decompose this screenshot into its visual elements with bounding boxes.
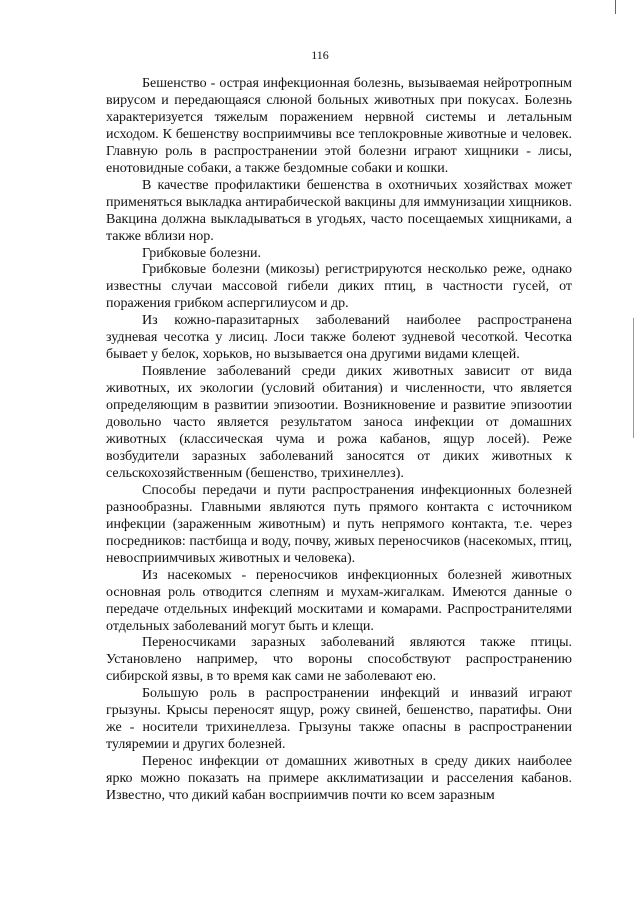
paragraph-disease-emergence: Появление заболеваний среди диких животных зависит от вида животных, их экологии (условий обитания) и численности, что является определяющим в развитии эпизоотии. Возникновение и развитие эпизоотии довольно часто является результатом заноса инфекции от домашних животных (классическая чума и рожа кабанов, ящур лосей). Реже возбудители заразных заболеваний заносятся от диких животных к сельскохозяйственным (бешенство, трихинеллез). xyxy=(106,364,572,481)
paragraph-rodents: Большую роль в распространении инфекций и инвазий играют грызуны. Крысы переносят ящур, рожу свиней, бешенство, паратифы. Они же - носители трихинеллеза. Грызуны также опасны в распространении туляремии и других болезней. xyxy=(106,686,572,753)
page-number: 116 xyxy=(311,48,329,62)
scan-edge-mark xyxy=(615,0,616,14)
section-heading-fungal: Грибковые болезни. xyxy=(142,245,261,261)
document-body xyxy=(106,76,572,805)
paragraph-birds: Переносчиками заразных заболеваний являются также птицы. Установлено например, что вороны способствуют распространению сибирской язвы, в то время как сами не заболевают ею. xyxy=(106,635,572,685)
paragraph-insects: Из насекомых - переносчиков инфекционных болезней животных основная роль отводится слепням и мухам-жигалкам. Имеются данные о передаче отдельных инфекций москитами и комарами. Распространителями отдельных заболеваний могут быть и клещи. xyxy=(106,567,572,634)
paragraph-rabies-prevention: В качестве профилактики бешенства в охотничьих хозяйствах может применяться выкладка антирабической вакцины для иммунизации хищников. Вакцина должна выкладываться в угодьях, часто посещаемых хищниками, а также вблизи нор. xyxy=(106,177,572,244)
paragraph-rabies: Бешенство - острая инфекционная болезнь, вызываемая нейротропным вирусом и передающаяся слюной больных животных при покусах. Болезнь характеризуется тяжелым поражением нервной системы и летальным исходом. К бешенству восприимчивы все теплокровные животные и человек. Главную роль в распространении этой болезни играют хищники - лисы, енотовидные собаки, а также бездомные собаки и кошки. xyxy=(106,76,572,176)
paragraph-skin-parasites: Из кожно-паразитарных заболеваний наиболее распространена зудневая чесотка у лисиц. Лоси также болеют зудневой чесоткой. Чесотка бывает у белок, хорьков, но вызывается она другими видами клещей. xyxy=(106,313,572,363)
paragraph-mycoses: Грибковые болезни (микозы) регистрируются несколько реже, однако известны случаи массовой гибели диких птиц, в частности гусей, от поражения грибком аспергилиусом и др. xyxy=(106,262,572,312)
paragraph-transmission: Способы передачи и пути распространения инфекционных болезней разнообразны. Главными являются путь прямого контакта с источником инфекции (зараженным животным) и путь непрямого контакта, т.е. через посредников: пастбища и воду, почву, живых переносчиков (насекомых, птиц, невосприимчивых животных и человека). xyxy=(106,482,572,566)
scan-edge-line xyxy=(633,318,634,438)
paragraph-wild-boar: Перенос инфекции от домашних животных в среду диких наиболее ярко можно показать на примере акклиматизации и расселения кабанов. Известно, что дикий кабан восприимчив почти ко всем заразным xyxy=(106,754,572,804)
